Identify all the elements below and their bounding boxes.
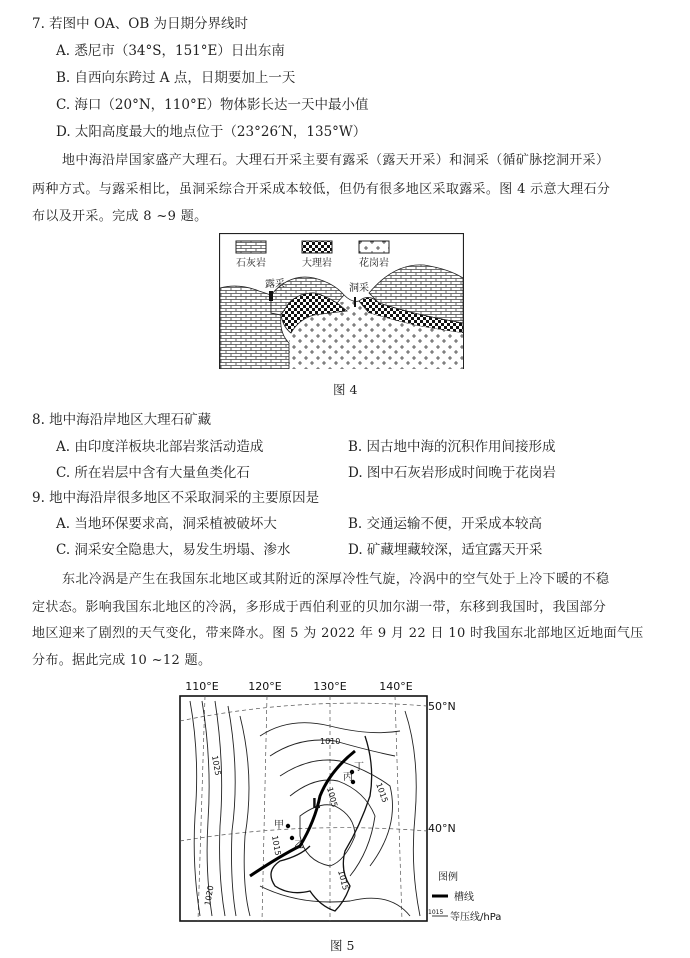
q7-option-c: C. 海口（20°N，110°E）物体影长达一天中最小值 bbox=[56, 97, 369, 113]
q8-option-c: C. 所在岩层中含有大量鱼类化石 bbox=[56, 465, 250, 481]
legend-limestone-label: 石灰岩 bbox=[236, 258, 266, 269]
label-ding: 丁 bbox=[354, 762, 364, 773]
passage1-line-2: 两种方式。与露采相比，虽洞采综合开采成本较低，但仍有很多地区采取露采。图 4 示意大理石分 bbox=[32, 182, 611, 197]
isobar-label-1025: 1025 bbox=[210, 754, 223, 777]
passage2-line-1: 东北冷涡是产生在我国东北地区或其附近的深厚冷性气旋，冷涡中的空气处于上冷下暖的不稳 bbox=[62, 572, 610, 587]
q8-option-b: B. 因古地中海的沉积作用间接形成 bbox=[348, 439, 556, 455]
legend-trough-label: 槽线 bbox=[454, 892, 474, 903]
q9-stem: 9. 地中海沿岸很多地区不采取洞采的主要原因是 bbox=[32, 490, 320, 506]
label-yi: 乙 bbox=[294, 840, 304, 851]
q8-option-a: A. 由印度洋板块北部岩浆活动造成 bbox=[56, 439, 264, 455]
q7-option-b: B. 自西向东跨过 A 点，日期要加上一天 bbox=[56, 70, 296, 86]
tunnel-label: 洞采 bbox=[349, 283, 369, 294]
legend-title: 图例 bbox=[438, 872, 458, 883]
isobar-label-1015-b: 1015 bbox=[374, 781, 390, 804]
legend-marble-swatch bbox=[302, 241, 332, 253]
legend-limestone-swatch bbox=[236, 241, 266, 253]
lat-label-40: 40°N bbox=[428, 822, 456, 835]
open-pit-marker bbox=[269, 291, 273, 301]
isobar-label-1010: 1010 bbox=[320, 737, 341, 746]
figure-5-caption: 图 5 bbox=[330, 938, 355, 953]
figure-5-map bbox=[170, 676, 520, 928]
passage2-line-3: 地区迎来了剧烈的天气变化，带来降水。图 5 为 2022 年 9 月 22 日 10 时我国东北部地区近地面气压 bbox=[32, 626, 644, 641]
figure-4-caption: 图 4 bbox=[333, 382, 358, 397]
legend-isobar-value: 1015 bbox=[428, 909, 444, 916]
lon-label-110: 110°E bbox=[185, 680, 219, 693]
lon-label-130: 130°E bbox=[313, 680, 347, 693]
passage1-line-1: 地中海沿岸国家盛产大理石。大理石开采主要有露采（露天开采）和洞采（循矿脉挖洞开采） bbox=[62, 153, 610, 168]
legend-isobar-label: 等压线/hPa bbox=[450, 912, 502, 923]
label-jia: 甲 bbox=[274, 820, 284, 831]
legend-granite-label: 花岗岩 bbox=[359, 258, 389, 269]
passage2-line-4: 分布。据此完成 10 ~12 题。 bbox=[32, 653, 212, 668]
q9-option-b: B. 交通运输不便，开采成本较高 bbox=[348, 516, 543, 532]
q7-stem: 7. 若图中 OA、OB 为日期分界线时 bbox=[32, 16, 249, 32]
figure-4-diagram bbox=[219, 233, 464, 369]
passage1-line-3: 布以及开采。完成 8 ~9 题。 bbox=[32, 209, 208, 224]
q9-option-d: D. 矿藏埋藏较深，适宜露天开采 bbox=[348, 542, 543, 558]
point-jia bbox=[286, 824, 290, 828]
map-frame bbox=[180, 696, 427, 921]
lon-label-140: 140°E bbox=[379, 680, 413, 693]
q8-option-d: D. 图中石灰岩形成时间晚于花岗岩 bbox=[348, 465, 556, 481]
q7-option-d: D. 太阳高度最大的地点位于（23°26′N，135°W） bbox=[56, 124, 367, 140]
open-pit-label: 露采 bbox=[265, 279, 285, 290]
isobar-label-1015-a: 1015 bbox=[270, 834, 283, 857]
legend-marble-label: 大理岩 bbox=[302, 258, 332, 269]
q9-option-a: A. 当地环保要求高，洞采植被破坏大 bbox=[56, 516, 277, 532]
legend-granite-swatch bbox=[359, 241, 389, 253]
isobar-label-1020: 1020 bbox=[203, 884, 216, 907]
q9-option-c: C. 洞采安全隐患大，易发生坍塌、渗水 bbox=[56, 542, 291, 558]
q7-option-a: A. 悉尼市（34°S，151°E）日出东南 bbox=[56, 43, 285, 59]
q8-stem: 8. 地中海沿岸地区大理石矿藏 bbox=[32, 412, 212, 428]
label-bing: 丙 bbox=[343, 772, 353, 783]
isobar-label-1015-c: 1015 bbox=[336, 869, 351, 892]
isobar-label-1005: 1005 bbox=[325, 786, 340, 809]
passage2-line-2: 定状态。影响我国东北地区的冷涡，多形成于西伯利亚的贝加尔湖一带，东移到我国时，我国部分 bbox=[32, 600, 607, 615]
lat-label-50: 50°N bbox=[428, 700, 456, 713]
label-low: L bbox=[312, 797, 321, 812]
lon-label-120: 120°E bbox=[248, 680, 282, 693]
